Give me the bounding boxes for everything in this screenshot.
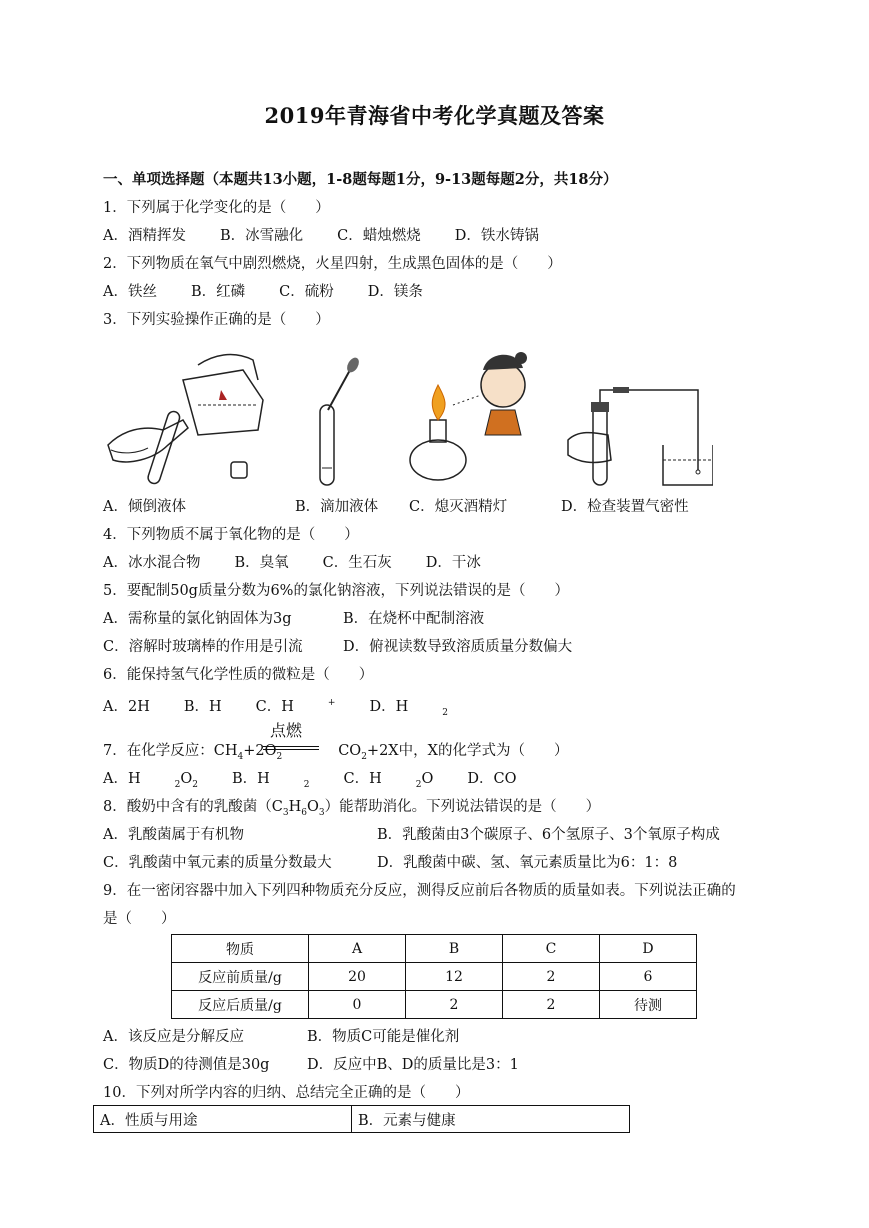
option: D．铁水铸锅	[454, 228, 539, 244]
option: B．H $_2$	[231, 771, 310, 790]
option: C．物质D的待测值是30g	[103, 1057, 270, 1073]
question-6-stem: 6．能保持氢气化学性质的微粒是（ ）	[103, 667, 374, 683]
table-row: 物质 A B C D	[172, 935, 697, 963]
option: D．检查装置气密性	[561, 499, 689, 515]
option: C．H $_2$O	[343, 771, 434, 790]
option: A．H $_2O_2$	[103, 771, 198, 790]
option: B．乳酸菌由3个碳原子、6个氢原子、3个氧原子构成	[377, 827, 720, 843]
option: C．H +	[255, 698, 336, 715]
option: A．需称量的氯化钠固体为3g	[103, 611, 292, 627]
option: D．H $_2$	[369, 698, 448, 718]
question-1-options	[103, 226, 573, 246]
question-2-options	[103, 282, 457, 302]
question-8-options-row2	[103, 853, 678, 873]
question-5-stem: 5．要配制50g质量分数为6%的氯化钠溶液，下列说法错误的是（ ）	[103, 583, 569, 599]
option: B．滴加液体	[295, 499, 379, 515]
question-1-stem: 1．下列属于化学变化的是（ ）	[103, 200, 330, 216]
question-9-options-row1	[103, 1027, 460, 1047]
section-heading: 一、单项选择题（本题共13小题，1-8题每题1分，9-13题每题2分，共18分）	[103, 171, 618, 188]
option: A．冰水混合物	[103, 555, 201, 571]
question-5-options-row1	[103, 609, 485, 629]
option: A．2H	[103, 698, 150, 715]
option: D．反应中B、D的质量比是3：1	[307, 1057, 519, 1073]
question-8-options-row1	[103, 825, 720, 845]
page-title: 2019年青海省中考化学真题及答案	[264, 103, 605, 128]
alcohol-lamp-figure	[403, 350, 543, 490]
table-row: 反应后质量/g 0 2 2 待测	[172, 991, 697, 1019]
option: D．CO	[467, 771, 517, 787]
option: B．物质C可能是催化剂	[307, 1029, 460, 1045]
airtightness-check-figure	[563, 350, 713, 490]
question-9-stem: 9．在一密闭容器中加入下列四种物质充分反应，测得反应前后各物质的质量如表。下列说法正确的	[103, 883, 736, 899]
question-2-stem: 2．下列物质在氧气中剧烈燃烧，火星四射，生成黑色固体的是（ ）	[103, 256, 562, 272]
option: C．蜡烛燃烧	[337, 228, 421, 244]
option: C．乳酸菌中氧元素的质量分数最大	[103, 855, 332, 871]
question-4-options	[103, 553, 515, 573]
reaction-equals-sign	[263, 746, 319, 750]
question-3-options	[103, 497, 689, 517]
table-row: 反应前质量/g 20 12 2 6	[172, 963, 697, 991]
option: C．生石灰	[322, 555, 392, 571]
option: A．倾倒液体	[103, 499, 186, 515]
option: B．在烧杯中配制溶液	[343, 611, 485, 627]
option: C．熄灭酒精灯	[409, 499, 508, 515]
option: D．乳酸菌中碳、氢、氧元素质量比为6：1：8	[377, 855, 678, 871]
option: B．H	[183, 698, 222, 715]
option: D．俯视读数导致溶质质量分数偏大	[343, 639, 573, 655]
question-4-stem: 4．下列物质不属于氧化物的是（ ）	[103, 527, 359, 543]
question-10-table	[93, 1105, 630, 1133]
option: A．乳酸菌属于有机物	[103, 827, 244, 843]
option: C．硫粉	[279, 284, 334, 300]
dropper-figure	[298, 350, 388, 490]
question-5-options-row2	[103, 637, 573, 657]
question-9-stem-cont: 是（ ）	[103, 911, 176, 927]
option: A．酒精挥发	[103, 228, 186, 244]
option: C．溶解时玻璃棒的作用是引流	[103, 639, 303, 655]
question-9-options-row2	[103, 1055, 519, 1075]
question-7-options	[103, 769, 551, 795]
option: B．冰雪融化	[219, 228, 304, 244]
mass-table	[171, 934, 697, 1019]
table-row: A．性质与用途 B．元素与健康	[94, 1106, 630, 1133]
experiment-figures	[103, 350, 803, 490]
option: A．该反应是分解反应	[103, 1029, 244, 1045]
option: A．铁丝	[103, 284, 157, 300]
option: D．镁条	[367, 284, 423, 300]
option: B．臭氧	[234, 555, 289, 571]
reaction-condition: 点燃	[270, 721, 303, 740]
question-8-stem: 8．酸奶中含有的乳酸菌$(C_3H_6O_3)$能帮助消化。下列说法错误的是（ ）	[103, 799, 601, 818]
question-10-stem: 10．下列对所学内容的归纳、总结完全正确的是（ ）	[103, 1085, 470, 1101]
pouring-liquid-figure	[103, 350, 273, 490]
question-3-stem: 3．下列实验操作正确的是（ ）	[103, 312, 330, 328]
question-7-stem: 7．在化学反应：$CH_4+2O_2$ $CO_2+2X$中，X的化学式为（ ）	[103, 743, 569, 762]
option: D．干冰	[425, 555, 481, 571]
option: B．红磷	[190, 284, 246, 300]
